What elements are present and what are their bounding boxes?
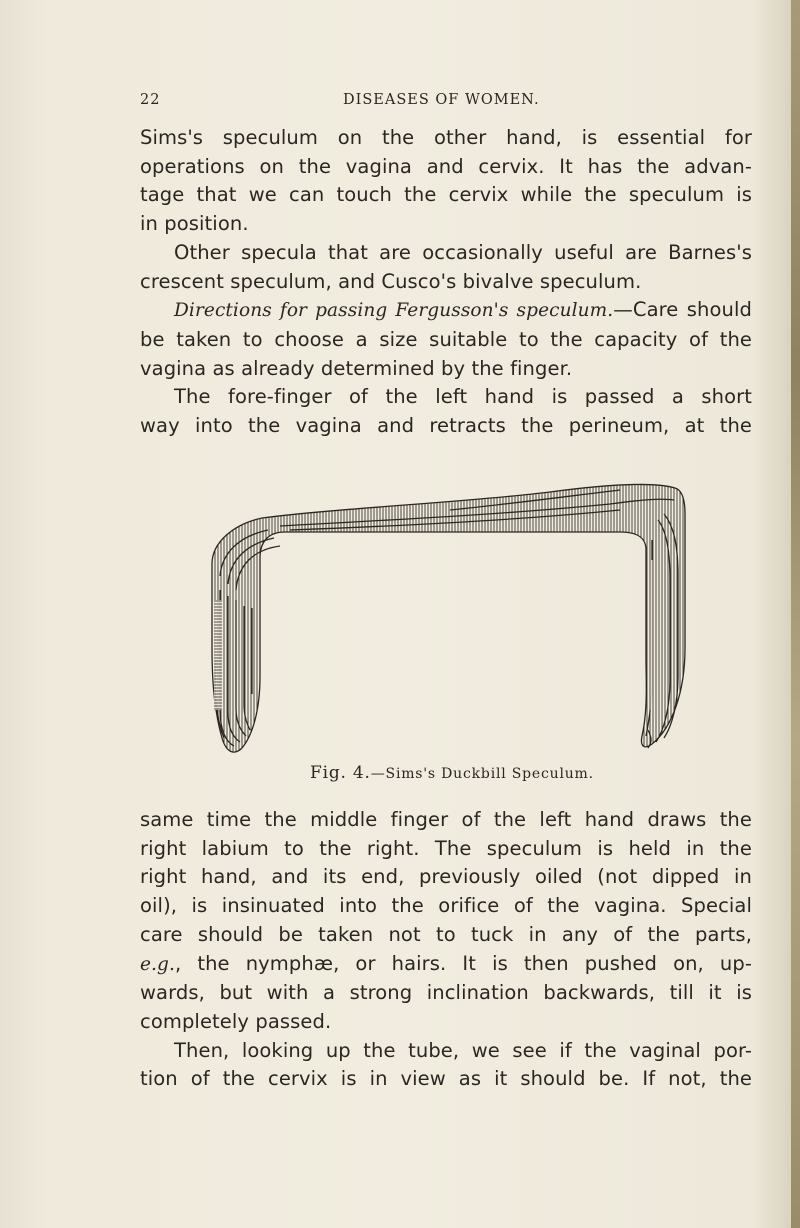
- text-line: be taken to choose a size suitable to the capacity of the: [140, 327, 752, 351]
- body-text-top: [140, 124, 752, 441]
- text-line: wards, but with a strong inclination backwards, till it is: [140, 981, 752, 1005]
- text-line: right hand, and its end, previously oiled (not dipped in: [140, 865, 752, 889]
- eg-rest: , the nymphæ, or hairs. It is then pushed on, up-: [174, 951, 752, 975]
- page-edge: [791, 0, 800, 1228]
- text-line: tage that we can touch the cervix while the speculum is: [140, 183, 752, 207]
- running-head: DISEASES OF WOMEN.: [343, 92, 540, 108]
- text-line: in position.: [140, 212, 249, 236]
- text-line: same time the middle finger of the left hand draws the: [140, 808, 752, 831]
- text-line: The fore-finger of the left hand is passed a short: [174, 385, 752, 409]
- page-number: 22: [140, 92, 161, 108]
- text-line: right labium to the right. The speculum is held in the: [140, 836, 752, 860]
- text-line: Then, looking up the tube, we see if the vaginal por-: [174, 1038, 752, 1062]
- text-line: Sims's speculum on the other hand, is essential for: [140, 126, 752, 149]
- directions-line: [140, 296, 752, 326]
- directions-rest: —Care should: [613, 298, 752, 322]
- text-line: operations on the vagina and cervix. It has the advan-: [140, 154, 752, 178]
- text-line: tion of the cervix is in view as it should be. If not, the: [140, 1067, 752, 1091]
- eg-abbrev: e.g.: [140, 953, 175, 975]
- body-text-bottom: [140, 806, 752, 1094]
- speculum-illustration: [190, 480, 710, 760]
- text-line: completely passed.: [140, 1009, 332, 1033]
- text-line: Other specula that are occasionally useful are Barnes's: [174, 240, 752, 264]
- eg-line: [140, 950, 752, 980]
- text-line: way into the vagina and retracts the perineum, at the: [140, 414, 752, 438]
- text-line: care should be taken not to tuck in any of the parts,: [140, 922, 752, 946]
- text-line: vagina as already determined by the finger.: [140, 356, 573, 380]
- text-line: crescent speculum, and Cusco's bivalve speculum.: [140, 269, 642, 293]
- caption-text: —Sims's Duckbill Speculum.: [370, 766, 594, 782]
- caption-prefix: Fig. 4.: [310, 763, 371, 783]
- text-line: oil), is insinuated into the orifice of the vagina. Special: [140, 894, 752, 918]
- speculum-outline: [212, 485, 685, 753]
- page-header: [0, 92, 800, 112]
- directions-heading: Directions for passing Fergusson's speculum.: [174, 300, 614, 322]
- figure-caption: [310, 763, 594, 783]
